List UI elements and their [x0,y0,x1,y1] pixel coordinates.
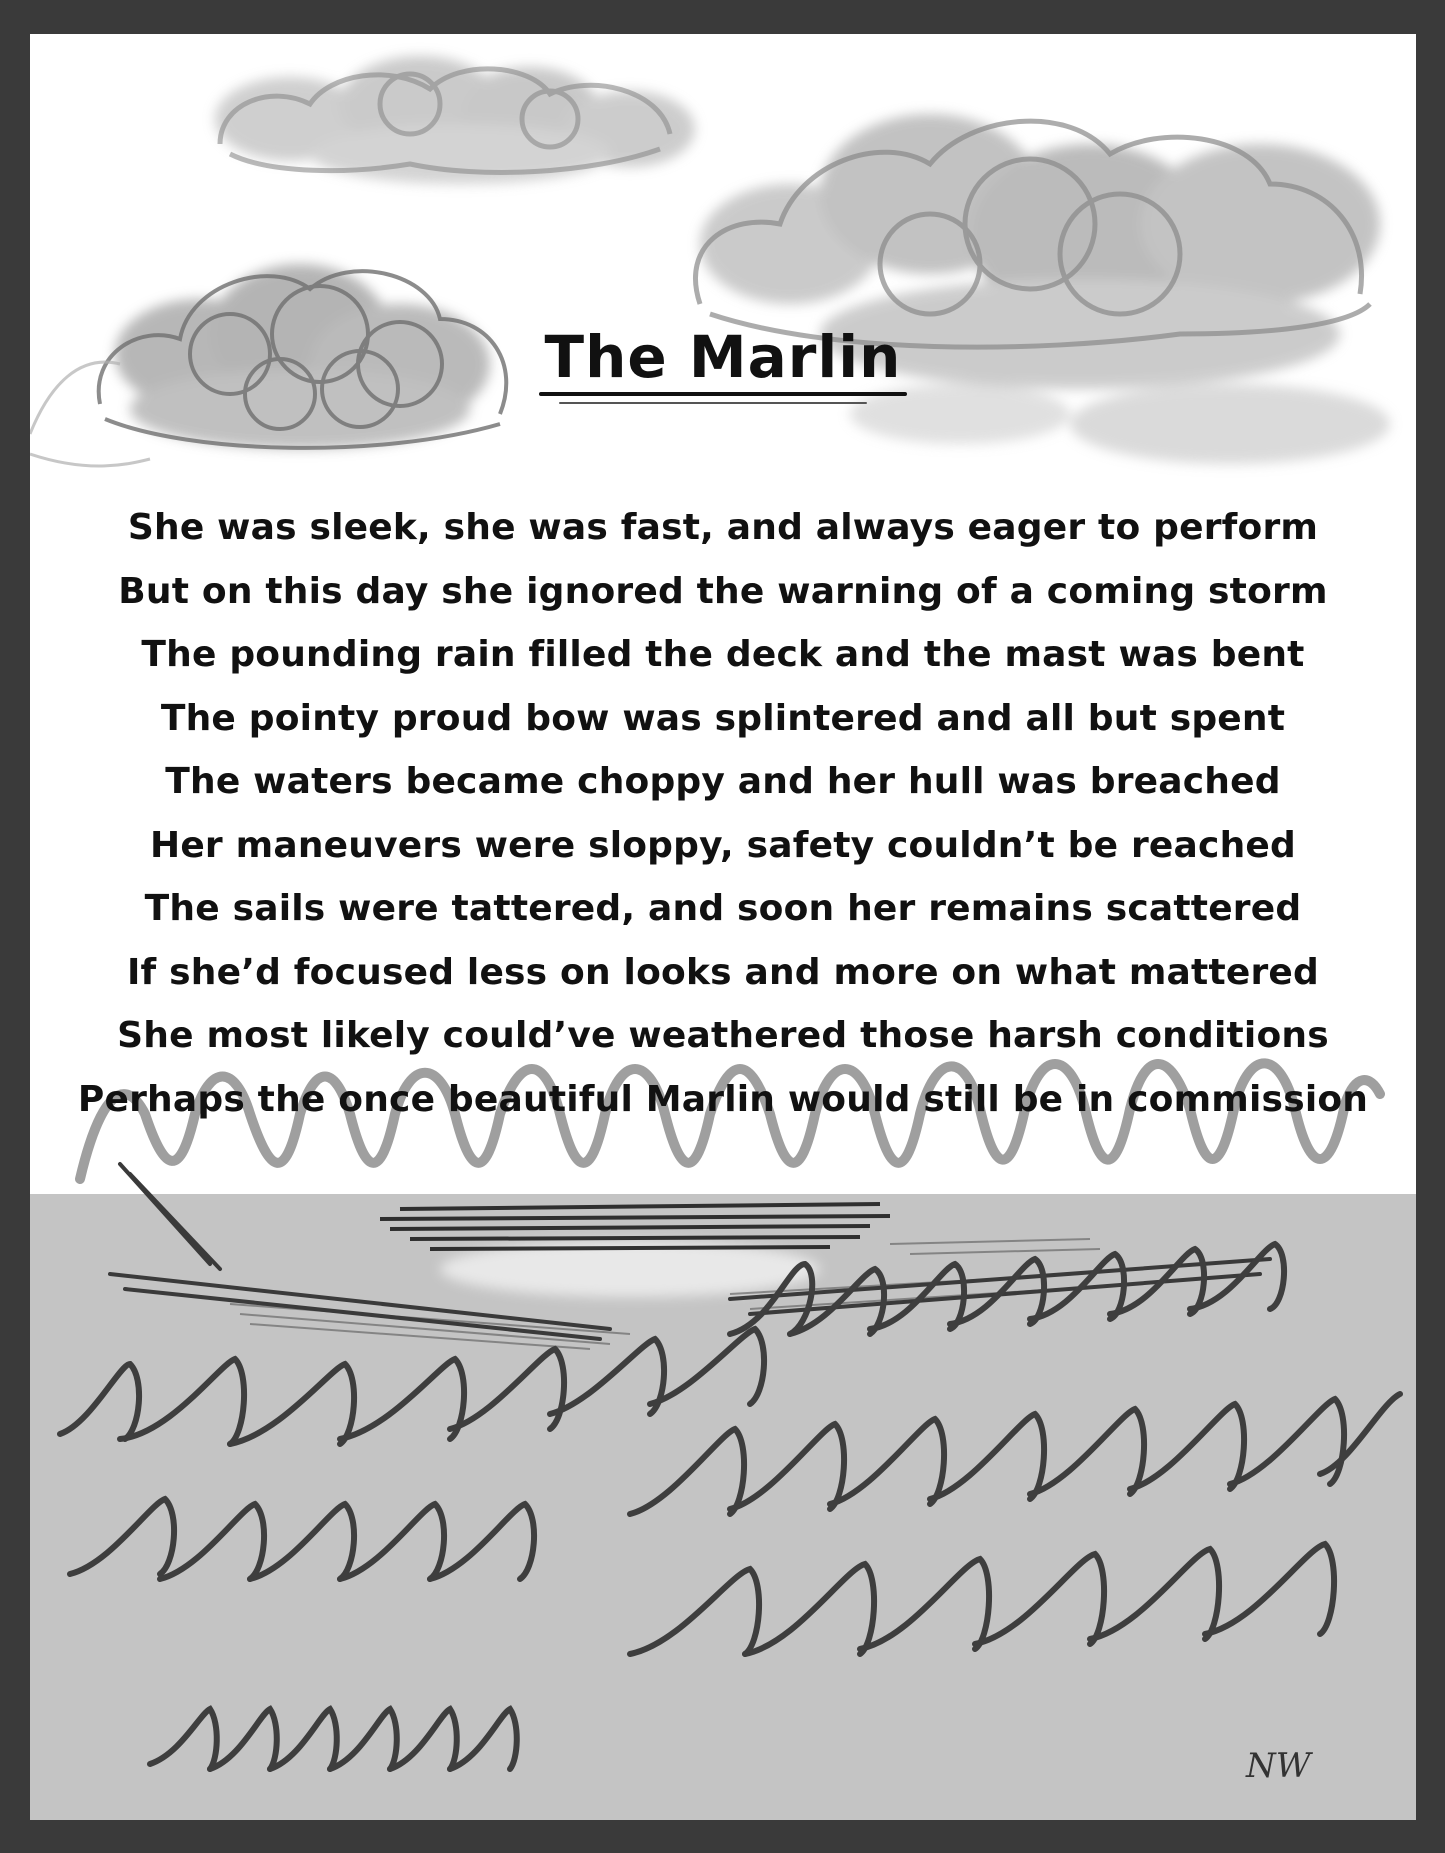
title-underline-sketch [559,402,868,404]
poem-body [30,496,1416,1131]
poem-title-text: The Marlin [544,323,902,391]
poem-line: She was sleek, she was fast, and always eager to perform [127,507,1319,548]
poem-line: Her maneuvers were sloppy, safety couldn’t be reached [149,824,1296,866]
title-container [30,323,1416,396]
poem-page [30,34,1416,1820]
title-underline [539,392,908,396]
poem-line: The pounding rain filled the deck and the mast was bent [141,634,1305,675]
poem-line: If she’d focused less on looks and more on what mattered [126,951,1320,993]
poem-line: But on this day she ignored the warning of a coming storm [118,570,1328,612]
artist-signature: NW [1246,1746,1311,1786]
poem-line: The pointy proud bow was splintered and all but spent [160,697,1286,739]
poem-line: She most likely could’ve weathered those harsh conditions [117,1015,1329,1056]
poem-line: The waters became choppy and her hull was breached [165,761,1281,802]
poem-line: The sails were tattered, and soon her remains scattered [144,888,1302,929]
poem-line: Perhaps the once beautiful Marlin would still be in commission [77,1078,1369,1120]
cloud-top-center-icon [215,56,695,184]
poem-title [539,323,908,396]
cloud-right-icon [695,114,1390,464]
